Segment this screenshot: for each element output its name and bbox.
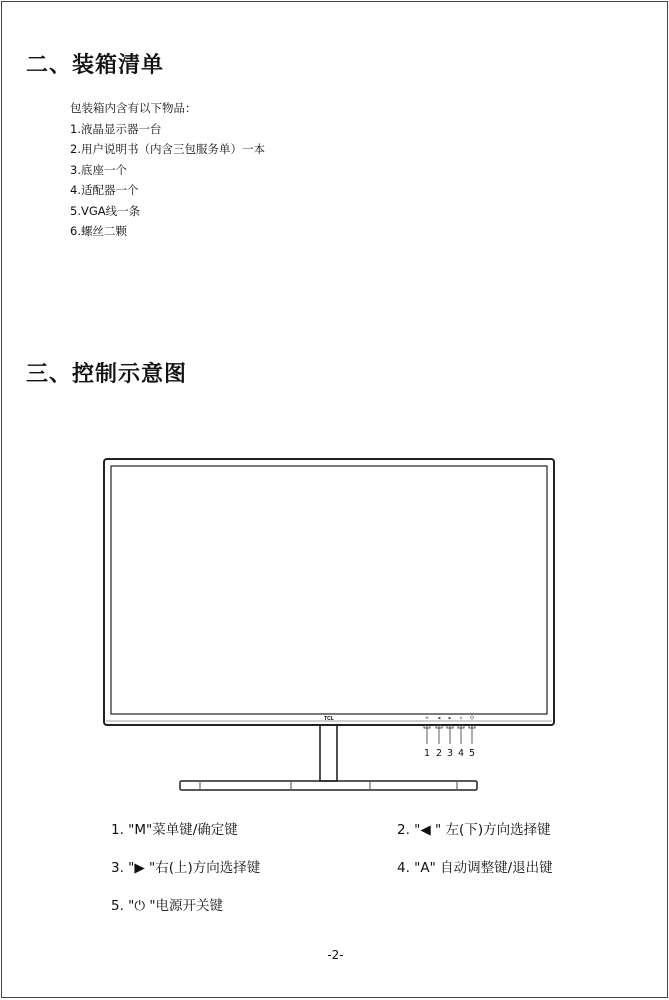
- monitor-neck: [320, 725, 337, 781]
- list-item: 5.VGA线一条: [70, 203, 141, 218]
- legend-right-key: 3. "▶ "右(上)方向选择键: [111, 860, 261, 876]
- list-item: 6.螺丝二颗: [70, 224, 127, 238]
- power-button-glyph: [470, 716, 473, 719]
- manual-page: [1, 1, 668, 998]
- svg-text:▶: ▶: [448, 716, 452, 720]
- button-numbers: [424, 748, 475, 759]
- legend-left-key: 2. "◀ " 左(下)方向选择键: [397, 822, 551, 838]
- svg-text:M: M: [425, 716, 429, 720]
- list-item: 3.底座一个: [70, 162, 127, 177]
- button-markers: [424, 725, 475, 744]
- button-number: 5: [468, 748, 476, 759]
- button-number: 1: [423, 748, 431, 759]
- monitor-base: [180, 781, 477, 790]
- packing-list-intro: 包装箱内含有以下物品：: [70, 101, 197, 115]
- legend-power-key: 5. "⏻ "电源开关键: [111, 898, 224, 914]
- monitor-bezel: [104, 459, 554, 725]
- svg-text:◀: ◀: [437, 716, 441, 720]
- button-number: 4: [457, 748, 465, 759]
- button-number: 3: [446, 748, 454, 759]
- button-glyphs: [425, 716, 462, 720]
- legend-auto-key: 4. "A" 自动调整键/退出键: [397, 860, 553, 876]
- page-number: -2-: [327, 948, 344, 962]
- list-item: 1.液晶显示器一台: [70, 121, 162, 136]
- list-item: 2.用户说明书（内含三包服务单）一本: [70, 142, 265, 156]
- monitor-screen: [111, 466, 547, 714]
- monitor-diagram: [2, 2, 669, 999]
- legend-menu-key: 1. "M"菜单键/确定键: [111, 822, 238, 838]
- brand-logo: TCL: [324, 716, 334, 722]
- section-title-control-diagram: 三、控制示意图: [26, 362, 188, 387]
- button-number: 2: [435, 748, 443, 759]
- svg-text:A: A: [459, 716, 463, 720]
- list-item: 4.适配器一个: [70, 183, 139, 197]
- section-title-packing-list: 二、装箱清单: [26, 53, 165, 78]
